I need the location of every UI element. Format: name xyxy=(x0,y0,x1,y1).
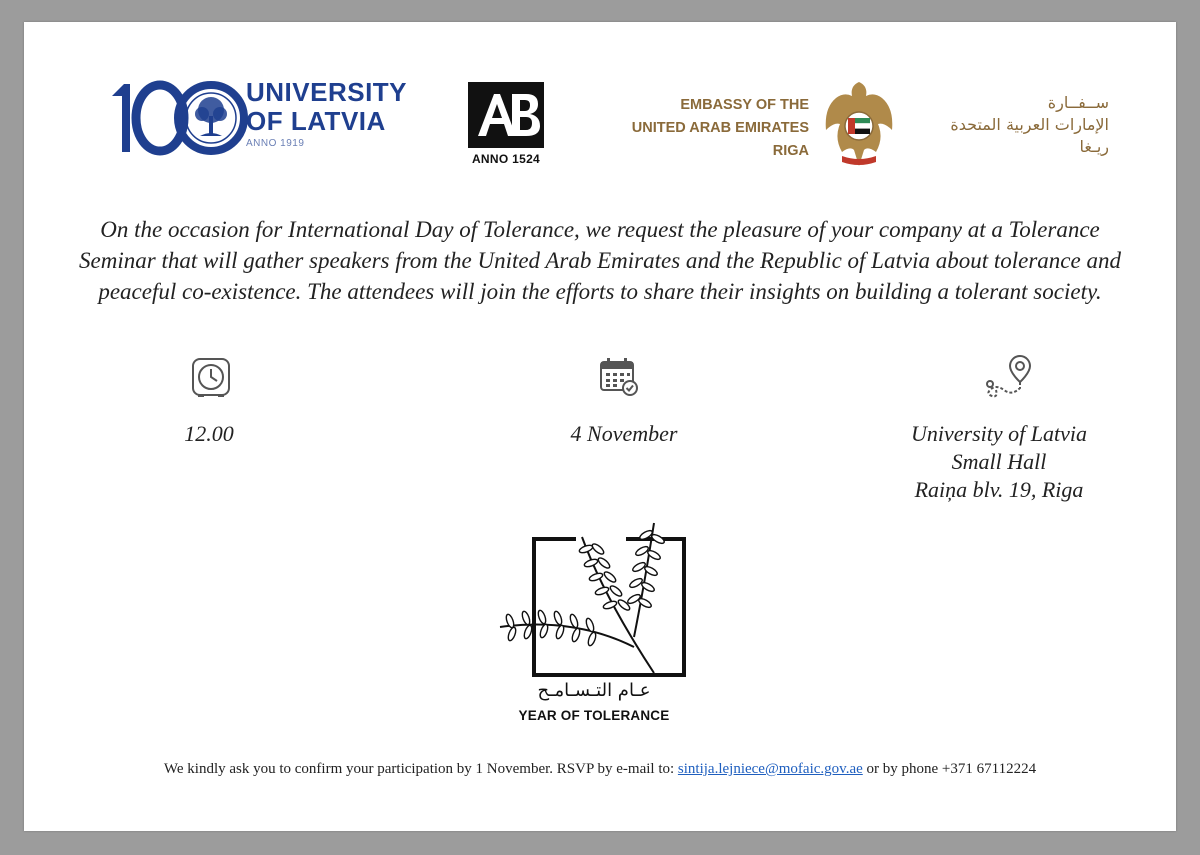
clock-icon xyxy=(190,356,232,398)
embassy-arabic-name xyxy=(904,92,1109,158)
centenary-emblem-icon xyxy=(108,78,248,158)
event-date: 4 November xyxy=(570,421,678,446)
university-name-line1: UNIVERSITY xyxy=(246,77,408,107)
embassy-line2: UNITED ARAB EMIRATES xyxy=(631,120,809,136)
rsvp-email-link[interactable]: sintija.lejniece@mofaic.gov.ae xyxy=(677,761,863,777)
monogram-icon xyxy=(464,80,548,150)
rsvp-footer xyxy=(24,761,1176,778)
year-of-tolerance-logo xyxy=(494,517,694,737)
year-of-tolerance-arabic: عـام التـسـامـح xyxy=(537,680,651,701)
invitation-page xyxy=(24,22,1176,831)
university-anno: ANNO 1919 xyxy=(246,138,305,149)
uae-eagle-emblem-icon xyxy=(822,78,896,170)
university-name-line2: OF LATVIA xyxy=(246,106,386,136)
year-of-tolerance-english: YEAR OF TOLERANCE xyxy=(518,708,670,723)
event-time: 12.00 xyxy=(184,421,234,446)
embassy-arabic-line3: ريـغا xyxy=(1079,137,1109,156)
venue-line3: Raiņa blv. 19, Riga xyxy=(914,477,1084,502)
venue-line2: Small Hall xyxy=(951,449,1047,474)
embassy-arabic-line2: الإمارات العربية المتحدة xyxy=(950,115,1109,134)
anno-1524-text: ANNO 1524 xyxy=(471,152,541,166)
map-route-icon xyxy=(982,352,1032,400)
embassy-arabic-line1: ســفــارة xyxy=(1047,93,1109,112)
embassy-line1: EMBASSY OF THE xyxy=(680,97,809,113)
venue-line1: University of Latvia xyxy=(911,421,1087,446)
embassy-name xyxy=(609,94,809,163)
rsvp-text: We kindly ask you to confirm your participation by 1 November. RSVP by e-mail to: xyxy=(163,761,678,777)
embassy-line3: RIGA xyxy=(772,143,809,159)
ghaf-leaf-icon xyxy=(494,517,694,677)
rsvp-phone-text: or by phone +371 67112224 xyxy=(862,761,1037,777)
calendar-icon xyxy=(598,356,640,398)
anno-1524-logo xyxy=(464,80,548,170)
invitation-text: On the occasion for International Day of Tolerance, we request the pleasure of your company at a Tolerance Seminar that will gather speakers from the United Arab Emirates and the Republic of Latvia about tolerance and peaceful co-existence. The attendees will join the efforts to share their insights on building a tolerant society. xyxy=(79,217,1121,304)
university-of-latvia-logo xyxy=(108,78,408,158)
event-venue xyxy=(874,420,1124,504)
